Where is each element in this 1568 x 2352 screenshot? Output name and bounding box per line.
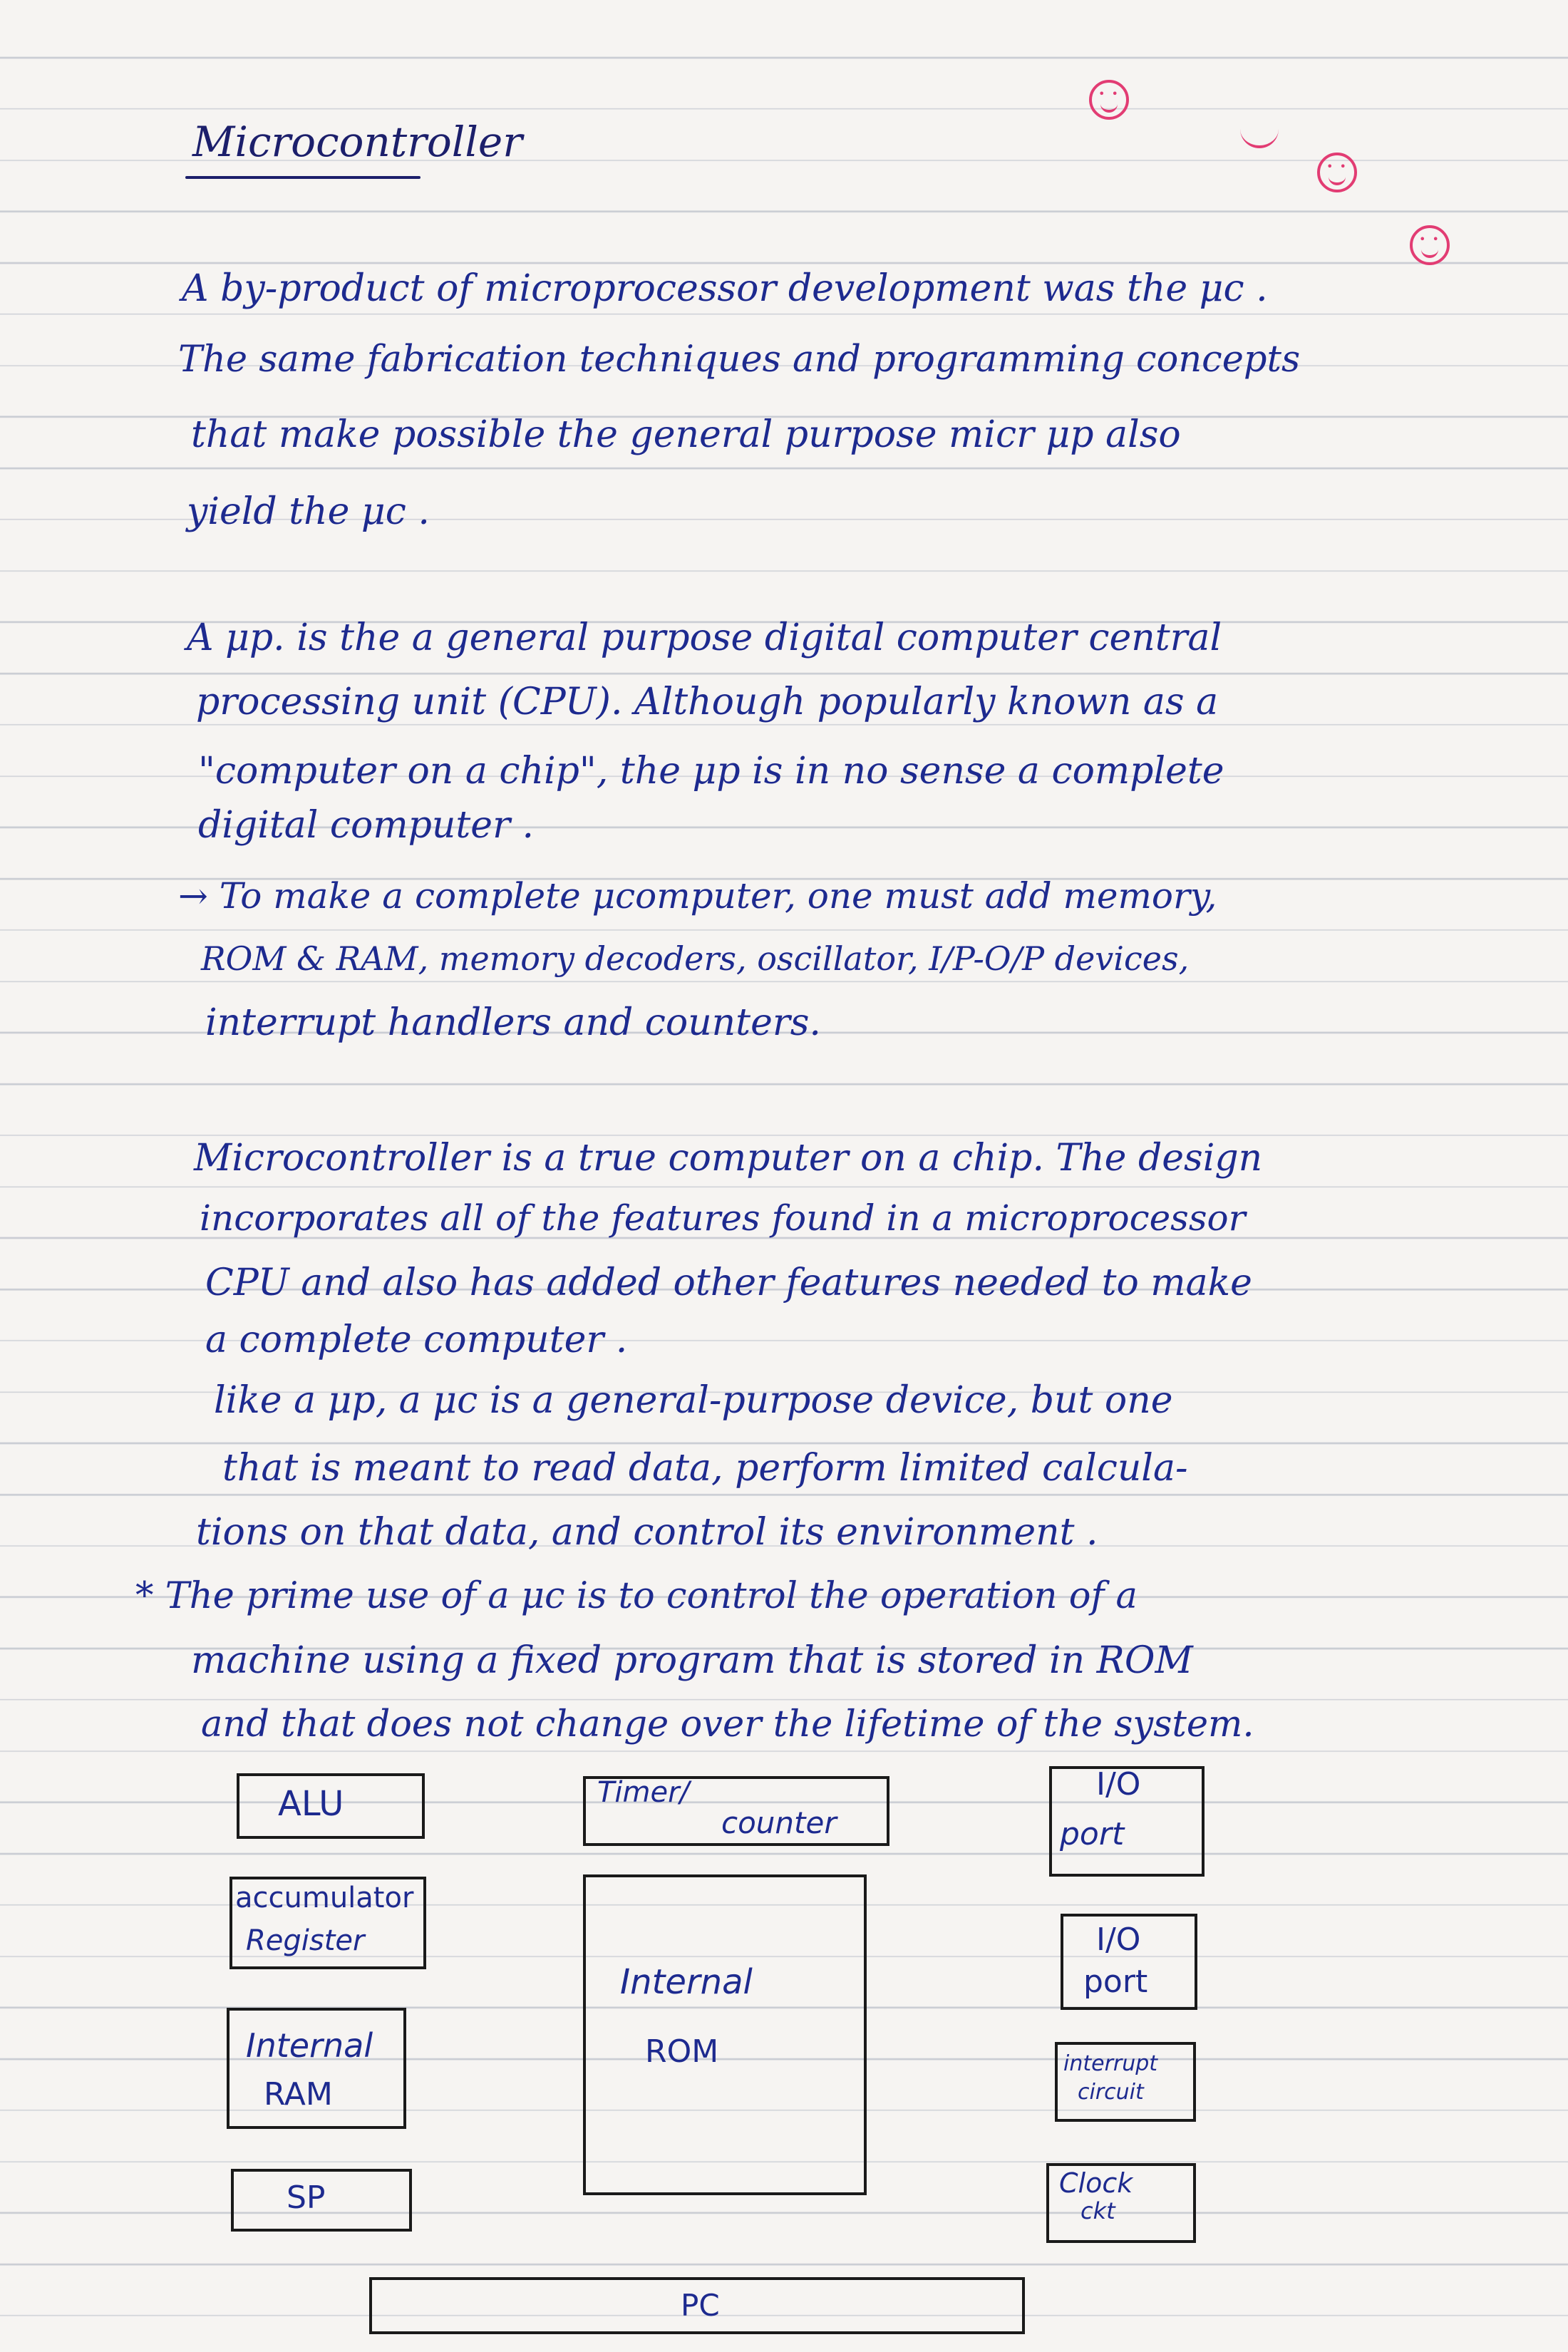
port-1-label: port (1060, 1816, 1125, 1852)
register-label: Register (246, 1924, 365, 1957)
smiley-icon (1089, 80, 1129, 120)
counter-label: counter (721, 1805, 837, 1840)
text-line: CPU and also has added other features needed to make (205, 1262, 1252, 1304)
text-line: Microcontroller is a true computer on a chip. The design (194, 1137, 1263, 1180)
smiley-icon (1317, 153, 1357, 192)
text-line: machine using a fixed program that is stored in ROM (191, 1639, 1193, 1682)
ram-label: RAM (264, 2076, 333, 2113)
title-underline (185, 176, 421, 179)
text-line: yield the μc . (187, 490, 430, 533)
text-line: ROM & RAM, memory decoders, oscillator, I/P-O/P devices, (201, 939, 1190, 978)
text-line: tions on that data, and control its environment . (196, 1511, 1098, 1554)
smiley-icon (1410, 225, 1450, 265)
text-line: processing unit (CPU). Although popularly known as a (196, 681, 1219, 723)
text-line: A by-product of microprocessor development was the μc . (182, 267, 1268, 310)
alu-label: ALU (278, 1784, 344, 1824)
page-title: Microcontroller (192, 118, 522, 166)
text-line: interrupt handlers and counters. (205, 1001, 821, 1044)
pc-label: PC (681, 2288, 720, 2323)
text-line: that is meant to read data, perform limited calcula- (222, 1447, 1188, 1490)
text-line: like a μp, a μc is a general-purpose device, but one (214, 1379, 1173, 1422)
text-line: → To make a complete μcomputer, one must add memory, (178, 875, 1217, 917)
io-port-1-label: I/O (1096, 1766, 1141, 1802)
smile-doodle-icon (1240, 127, 1279, 148)
text-line: The same fabrication techniques and programming concepts (178, 339, 1301, 381)
io-port-2-label: I/O (1096, 1922, 1141, 1958)
text-line: incorporates all of the features found in a microprocessor (200, 1197, 1246, 1239)
internal-rom-label: Internal (620, 1962, 753, 2002)
text-line: and that does not change over the lifetime of the system. (201, 1703, 1254, 1745)
timer-label: Timer/ (597, 1776, 690, 1809)
text-line: A μp. is the a general purpose digital computer central (187, 617, 1222, 659)
rom-label: ROM (645, 2033, 719, 2070)
internal-ram-label: Internal (246, 2026, 373, 2065)
text-line: that make possible the general purpose micr μp also (191, 413, 1181, 456)
text-line: * The prime use of a μc is to control the operation of a (135, 1575, 1138, 1617)
port-2-label: port (1083, 1964, 1148, 2000)
text-line: digital computer . (198, 804, 534, 847)
circuit-label: circuit (1078, 2080, 1144, 2105)
interrupt-label: interrupt (1063, 2051, 1158, 2076)
text-line: a complete computer . (205, 1319, 628, 1361)
accumulator-label: accumulator (235, 1882, 414, 1914)
clock-label: Clock (1059, 2167, 1133, 2199)
text-line: "computer on a chip", the μp is in no sense a complete (198, 750, 1224, 793)
internal-rom-box (583, 1874, 867, 2195)
ckt-label: ckt (1080, 2197, 1115, 2224)
sp-label: SP (287, 2180, 326, 2216)
